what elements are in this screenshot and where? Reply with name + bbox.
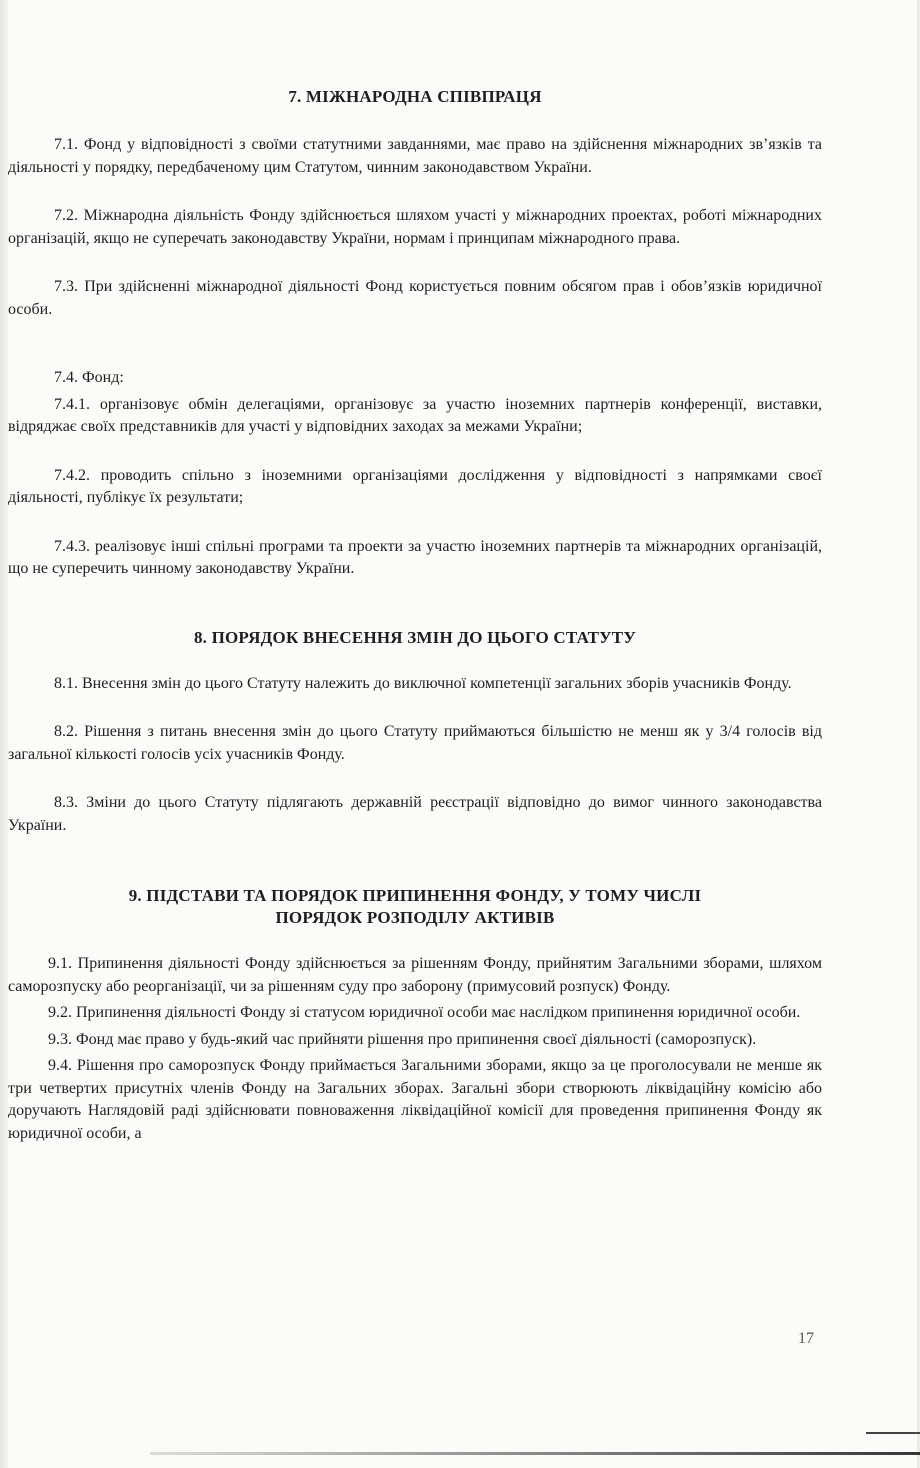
- paragraph-7-4: 7.4. Фонд:: [54, 369, 124, 386]
- paragraph-8-2: 8.2. Рішення з питань внесення змін до цього Статуту приймаються більшістю не менш як у 3/4 голосів від загальної кількості голосів усіх учасників Фонду.: [8, 723, 822, 763]
- paragraph-9-4: 9.4. Рішення про саморозпуск Фонду приймається Загальними зборами, якщо за це проголосували не менше як три четвертих присутніх членів Фонду на Загальних зборах. Загальні збори створюють ліквідаційну комісію або доручають Наглядовій раді здійснювати повноваження ліквідаційної комісії для проведення припинення Фонду як юридичної особи, а: [8, 1057, 822, 1142]
- paragraph-9-3: 9.3. Фонд має право у будь-який час прийняти рішення про припинення своєї діяльності (саморозпуск).: [48, 1030, 757, 1048]
- scan-bottom-line: [150, 1452, 920, 1455]
- paragraph-7-2: 7.2. Міжнародна діяльність Фонду здійснюється шляхом участі у міжнародних проектах, роботі міжнародних організацій, якщо не суперечать законодавству України, нормам і принципам міжнародного права.: [8, 207, 822, 247]
- section-9-title-line-2: ПОРЯДОК РОЗПОДІЛУ АКТИВІВ: [275, 908, 555, 927]
- paragraph-7-3: 7.3. При здійсненні міжнародної діяльності Фонд користується повним обсягом прав і обов’язків юридичної особи.: [8, 278, 822, 318]
- section-9-title-line-1: 9. ПІДСТАВИ ТА ПОРЯДОК ПРИПИНЕННЯ ФОНДУ, У ТОМУ ЧИСЛІ: [128, 886, 702, 905]
- paragraph-9-1: 9.1. Припинення діяльності Фонду здійснюється за рішенням Фонду, прийнятим Загальними зборами, шляхом саморозпуску або реорганізації, чи за рішенням суду про заборону (примусовий розпуск) Фонду.: [8, 955, 822, 995]
- section-8-title: 8. ПОРЯДОК ВНЕСЕННЯ ЗМІН ДО ЦЬОГО СТАТУТУ: [193, 627, 637, 647]
- paragraph-8-3: 8.3. Зміни до цього Статуту підлягають державній реєстрації відповідно до вимог чинного законодавства України.: [8, 794, 822, 834]
- scan-corner-mark: [866, 1432, 920, 1434]
- section-7-title: 7. МІЖНАРОДНА СПІВПРАЦЯ: [288, 87, 542, 106]
- section-9-title: [8, 885, 822, 929]
- paragraph-7-4-2: 7.4.2. проводить спільно з іноземними організаціями дослідження у відповідності з напрямками своєї діяльності, публікує їх результати;: [8, 466, 822, 506]
- scan-left-edge: [0, 0, 8, 1468]
- document-page: [8, 86, 822, 1145]
- page-number: 17: [798, 1330, 814, 1347]
- paragraph-7-1: 7.1. Фонд у відповідності з своїми статутними завданнями, має право на здійснення міжнародних зв’язків та діяльності у порядку, передбаченому цим Статутом, чинним законодавством України.: [8, 136, 822, 176]
- paragraph-9-2: 9.2. Припинення діяльності Фонду зі статусом юридичної особи має наслідком припинення юридичної особи.: [48, 1004, 801, 1021]
- paragraph-7-4-3: 7.4.3. реалізовує інші спільні програми та проекти за участю іноземних партнерів та міжнародних організацій, що не суперечить чинному законодавству України.: [8, 537, 822, 577]
- paragraph-7-4-1: 7.4.1. організовує обмін делегаціями, організовує за участю іноземних партнерів конференції, виставки, відряджає своїх представників для участі у відповідних заходах за межами України;: [8, 395, 822, 435]
- paragraph-8-1: 8.1. Внесення змін до цього Статуту належить до виключної компетенції загальних зборів учасників Фонду.: [54, 674, 792, 692]
